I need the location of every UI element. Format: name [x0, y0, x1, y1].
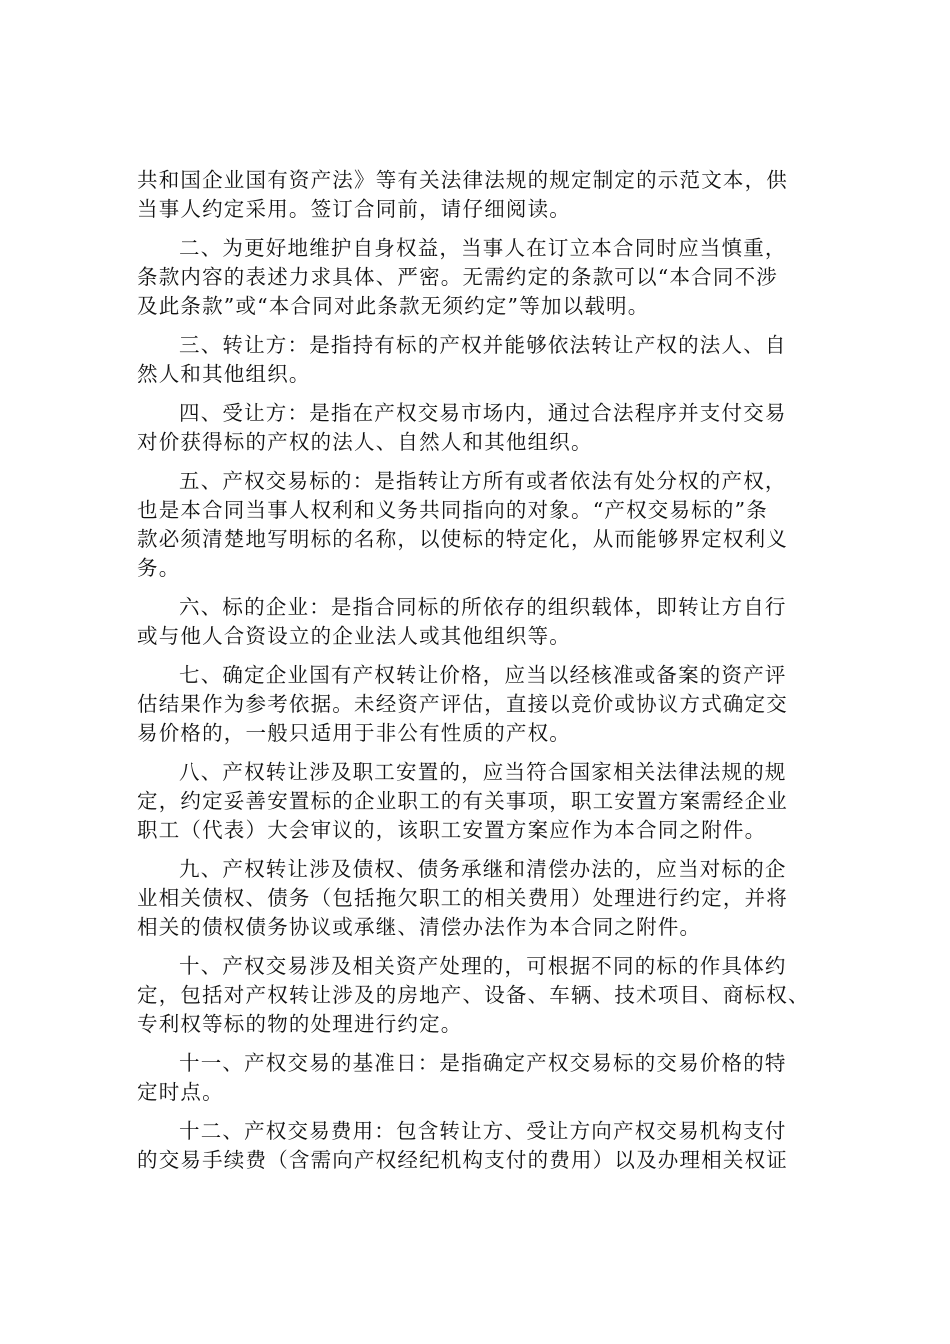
text-line: 务。 — [137, 556, 181, 580]
text-line: 及此条款”或“本合同对此条款无须约定”等加以载明。 — [137, 294, 650, 318]
text-line: 也是本合同当事人权利和义务共同指向的对象。“产权交易标的”条 — [137, 498, 768, 522]
paragraph — [137, 952, 837, 1039]
text-line: 当事人约定采用。签订合同前，请仔细阅读。 — [137, 197, 571, 221]
paragraph — [137, 234, 837, 321]
text-line: 相关的债权债务协议或承继、清偿办法作为本合同之附件。 — [137, 915, 702, 939]
text-line: 八、产权转让涉及职工安置的，应当符合国家相关法律法规的规 — [179, 760, 787, 784]
paragraph — [137, 661, 837, 748]
text-line: 十、产权交易涉及相关资产处理的，可根据不同的标的作具体约 — [179, 954, 787, 978]
text-line: 业相关债权、债务（包括拖欠职工的相关费用）处理进行约定，并将 — [137, 886, 788, 910]
paragraph — [137, 593, 837, 651]
paragraph — [137, 399, 837, 457]
text-line: 二、为更好地维护自身权益，当事人在订立本合同时应当慎重， — [179, 236, 787, 260]
text-line: 的交易手续费（含需向产权经纪机构支付的费用）以及办理相关权证 — [137, 1148, 788, 1172]
text-line: 或与他人合资设立的企业法人或其他组织等。 — [137, 624, 571, 648]
text-line: 三、转让方：是指持有标的产权并能够依法转让产权的法人、自 — [179, 333, 787, 357]
text-line: 款必须清楚地写明标的名称，以使标的特定化，从而能够界定权利义 — [137, 527, 788, 551]
text-line: 专利权等标的物的处理进行约定。 — [137, 1012, 463, 1036]
paragraph — [137, 758, 837, 845]
text-line: 职工（代表）大会审议的，该职工安置方案应作为本合同之附件。 — [137, 818, 767, 842]
text-line: 共和国企业国有资产法》等有关法律法规的规定制定的示范文本，供 — [137, 168, 788, 192]
text-line: 五、产权交易标的：是指转让方所有或者依法有处分权的产权， — [179, 469, 787, 493]
text-line: 十一、产权交易的基准日：是指确定产权交易标的交易价格的特 — [179, 1051, 787, 1075]
text-line: 估结果作为参考依据。未经资产评估，直接以竞价或协议方式确定交 — [137, 692, 788, 716]
text-line: 十二、产权交易费用：包含转让方、受让方向产权交易机构支付 — [179, 1119, 787, 1143]
text-line: 易价格的，一般只适用于非公有性质的产权。 — [137, 721, 571, 745]
paragraph — [137, 331, 837, 389]
paragraph — [137, 1049, 837, 1107]
text-line: 六、标的企业：是指合同标的所依存的组织载体，即转让方自行 — [179, 595, 787, 619]
text-line: 条款内容的表述力求具体、严密。无需约定的条款可以“本合同不涉 — [137, 265, 778, 289]
text-line: 定，约定妥善安置标的企业职工的有关事项，职工安置方案需经企业 — [137, 789, 788, 813]
paragraph — [137, 1117, 837, 1175]
text-line: 定，包括对产权转让涉及的房地产、设备、车辆、技术项目、商标权、 — [137, 983, 810, 1007]
paragraph — [137, 467, 837, 583]
text-line: 对价获得标的产权的法人、自然人和其他组织。 — [137, 430, 593, 454]
text-line: 七、确定企业国有产权转让价格，应当以经核准或备案的资产评 — [179, 663, 787, 687]
paragraph — [137, 166, 837, 224]
text-line: 九、产权转让涉及债权、债务承继和清偿办法的，应当对标的企 — [179, 857, 787, 881]
text-line: 然人和其他组织。 — [137, 362, 311, 386]
text-line: 四、受让方：是指在产权交易市场内，通过合法程序并支付交易 — [179, 401, 787, 425]
paragraph — [137, 855, 837, 942]
text-line: 定时点。 — [137, 1080, 224, 1104]
document-body — [137, 166, 837, 1175]
